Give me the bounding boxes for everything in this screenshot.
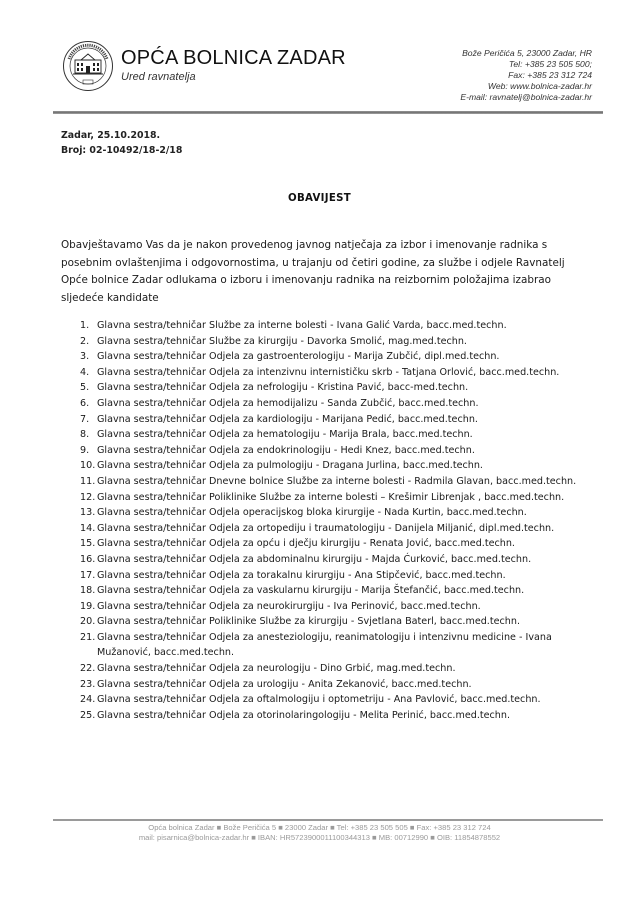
contact-fax: Fax: +385 23 312 724	[508, 70, 592, 80]
list-item	[80, 380, 600, 396]
item-number: 9.	[80, 444, 90, 456]
contact-block	[460, 48, 592, 103]
item-text: Glavna sestra/tehničar Dnevne bolnice Službe za interne bolesti - Radmila Glavan, bacc.med.techn.	[97, 475, 577, 487]
list-item	[80, 365, 600, 381]
item-number: 8.	[80, 429, 90, 441]
place-date: Zadar, 25.10.2018.	[61, 130, 161, 141]
item-text: Glavna sestra/tehničar Odjela za vaskularnu kirurgiju - Marija Štefančić, bacc.med.techn.	[97, 585, 525, 597]
footer-divider	[53, 819, 603, 821]
candidates-list	[80, 318, 600, 723]
item-text: Glavna sestra/tehničar Odjela za urologiju - Anita Zekanović, bacc.med.techn.	[97, 678, 472, 690]
list-item	[80, 583, 600, 599]
item-number: 16.	[80, 553, 96, 565]
item-text: Glavna sestra/tehničar Odjela za opću i dječju kirurgiju - Renata Jović, bacc.med.techn.	[97, 538, 515, 550]
item-number: 11.	[80, 475, 96, 487]
item-text: Glavna sestra/tehničar Poliklinike Službe za kirurgiju - Svjetlana Baterl, bacc.med.techn.	[97, 616, 521, 628]
list-item	[80, 599, 600, 615]
item-number: 6.	[80, 397, 90, 409]
item-text: Glavna sestra/tehničar Odjela za abdominalnu kirurgiju - Majda Ćurković, bacc.med.techn.	[97, 553, 532, 565]
item-number: 24.	[80, 694, 96, 706]
document-title: OBAVIJEST	[287, 193, 352, 204]
document-meta	[61, 128, 182, 158]
item-text: Glavna sestra/tehničar Odjela za pulmologiju - Dragana Jurlina, bacc.med.techn.	[97, 460, 483, 472]
item-number: 5.	[80, 382, 90, 394]
item-number: 14.	[80, 522, 96, 534]
contact-email[interactable]: E-mail: ravnatelj@bolnica-zadar.hr	[460, 92, 592, 102]
list-item	[80, 458, 600, 474]
item-text: Glavna sestra/tehničar Odjela za otorinolaringologiju - Melita Perinić, bacc.med.techn.	[97, 709, 511, 721]
item-text: Glavna sestra/tehničar Odjela za neurologiju - Dino Grbić, mag.med.techn.	[97, 663, 456, 675]
list-item	[80, 349, 600, 365]
item-number: 2.	[80, 335, 90, 347]
list-item	[80, 334, 600, 350]
item-text: Glavna sestra/tehničar Odjela za oftalmologiju i optometriju - Ana Pavlović, bacc.med.techn.	[97, 694, 541, 706]
contact-phone: Tel: +385 23 505 500;	[508, 59, 592, 69]
department-name: Ured ravnatelja	[121, 71, 196, 83]
item-text: Glavna sestra/tehničar Odjela za kardiologiju - Marijana Pedić, bacc.med.techn.	[97, 413, 478, 425]
item-text: Glavna sestra/tehničar Odjela za hemodijalizu - Sanda Zubčić, bacc.med.techn.	[97, 397, 479, 409]
list-item	[80, 474, 600, 490]
list-item	[80, 318, 600, 334]
item-number: 1.	[80, 320, 90, 331]
item-number: 3.	[80, 351, 90, 363]
item-text: Glavna sestra/tehničar Službe za kirurgiju - Davorka Smolić, mag.med.techn.	[97, 335, 467, 347]
list-item	[80, 536, 600, 552]
header-divider	[53, 111, 603, 114]
list-item	[80, 614, 600, 630]
item-text: Glavna sestra/tehničar Odjela za ortopediju i traumatologiju - Danijela Miljanić, dipl.med.techn.	[97, 522, 555, 534]
list-item	[80, 505, 600, 521]
intro-paragraph: Obavještavamo Vas da je nakon provedenog javnog natječaja za izbor i imenovanje radnika s posebnim ovlaštenjima i odgovornostima, u trajanju od četiri godine, za službe i odjele Ravnatelj Opće bolnice Zadar odlukama o izboru i imenovanju radnika na reizbornim položajima izabrao sljedeće kandidate	[61, 239, 565, 304]
item-number: 18.	[80, 585, 96, 597]
item-number: 17.	[80, 569, 96, 581]
item-text: Glavna sestra/tehničar Odjela za gastroenterologiju - Marija Zubčić, dipl.med.techn.	[97, 351, 500, 363]
item-text: Glavna sestra/tehničar Odjela operacijskog bloka kirurgije - Nada Kurtin, bacc.med.techn.	[97, 507, 527, 519]
item-number: 22.	[80, 663, 96, 675]
item-text: Glavna sestra/tehničar Službe za interne bolesti - Ivana Galić Varda, bacc.med.techn.	[97, 320, 507, 331]
list-item	[80, 443, 600, 459]
list-item	[80, 661, 600, 677]
list-item	[80, 630, 600, 661]
list-item	[80, 427, 600, 443]
item-text: Glavna sestra/tehničar Odjela za neurokirurgiju - Iva Perinović, bacc.med.techn.	[97, 600, 481, 612]
contact-address: Bože Peričića 5, 23000 Zadar, HR	[462, 48, 592, 58]
contact-web[interactable]: Web: www.bolnica-zadar.hr	[487, 81, 592, 91]
list-item	[80, 552, 600, 568]
item-number: 20.	[80, 616, 96, 628]
list-item	[80, 396, 600, 412]
item-number: 15.	[80, 538, 96, 550]
item-number: 10.	[80, 460, 96, 472]
item-number: 7.	[80, 413, 90, 425]
list-item	[80, 412, 600, 428]
item-text: Glavna sestra/tehničar Poliklinike Službe za interne bolesti – Krešimir Librenjak , bacc.med.techn.	[97, 491, 565, 503]
item-text: Glavna sestra/tehničar Odjela za anesteziologiju, reanimatologiju i intenzivnu medicine - Ivana Mužanović, bacc.med.techn.	[97, 631, 552, 659]
item-text: Glavna sestra/tehničar Odjela za torakalnu kirurgiju - Ana Stipčević, bacc.med.techn.	[97, 569, 506, 581]
footer-address-line: Opća bolnica Zadar ■ Bože Peričića 5 ■ 23000 Zadar ■ Tel: +385 23 505 505 ■ Fax: +385 23 312 724	[148, 823, 491, 832]
list-item	[80, 708, 600, 724]
list-item	[80, 692, 600, 708]
item-number: 4.	[80, 366, 90, 378]
footer-registry-line: mail: pisarnica@bolnica-zadar.hr ■ IBAN: HR5723900011100344313 ■ MB: 00712990 ■ OIB: 11854878552	[138, 832, 501, 842]
list-item	[80, 677, 600, 693]
item-number: 21.	[80, 631, 96, 643]
item-text: Glavna sestra/tehničar Odjela za hematologiju - Marija Brala, bacc.med.techn.	[97, 429, 473, 441]
list-item	[80, 521, 600, 537]
item-number: 25.	[80, 709, 96, 721]
organization-name: OPĆA BOLNICA ZADAR	[121, 47, 346, 69]
item-number: 23.	[80, 678, 96, 690]
hospital-seal-logo	[62, 40, 114, 92]
item-number: 19.	[80, 600, 96, 612]
item-number: 12.	[80, 491, 96, 503]
item-text: Glavna sestra/tehničar Odjela za endokrinologiju - Hedi Knez, bacc.med.techn.	[97, 444, 475, 456]
list-item	[80, 568, 600, 584]
item-number: 13.	[80, 507, 96, 519]
reference-number: Broj: 02-10492/18-2/18	[61, 145, 183, 156]
item-text: Glavna sestra/tehničar Odjela za intenzivnu internističku skrb - Tatjana Orlović, bacc.med.techn.	[97, 366, 560, 378]
list-item	[80, 490, 600, 506]
page-footer	[0, 823, 639, 842]
item-text: Glavna sestra/tehničar Odjela za nefrologiju - Kristina Pavić, bacc-med.techn.	[97, 382, 469, 394]
